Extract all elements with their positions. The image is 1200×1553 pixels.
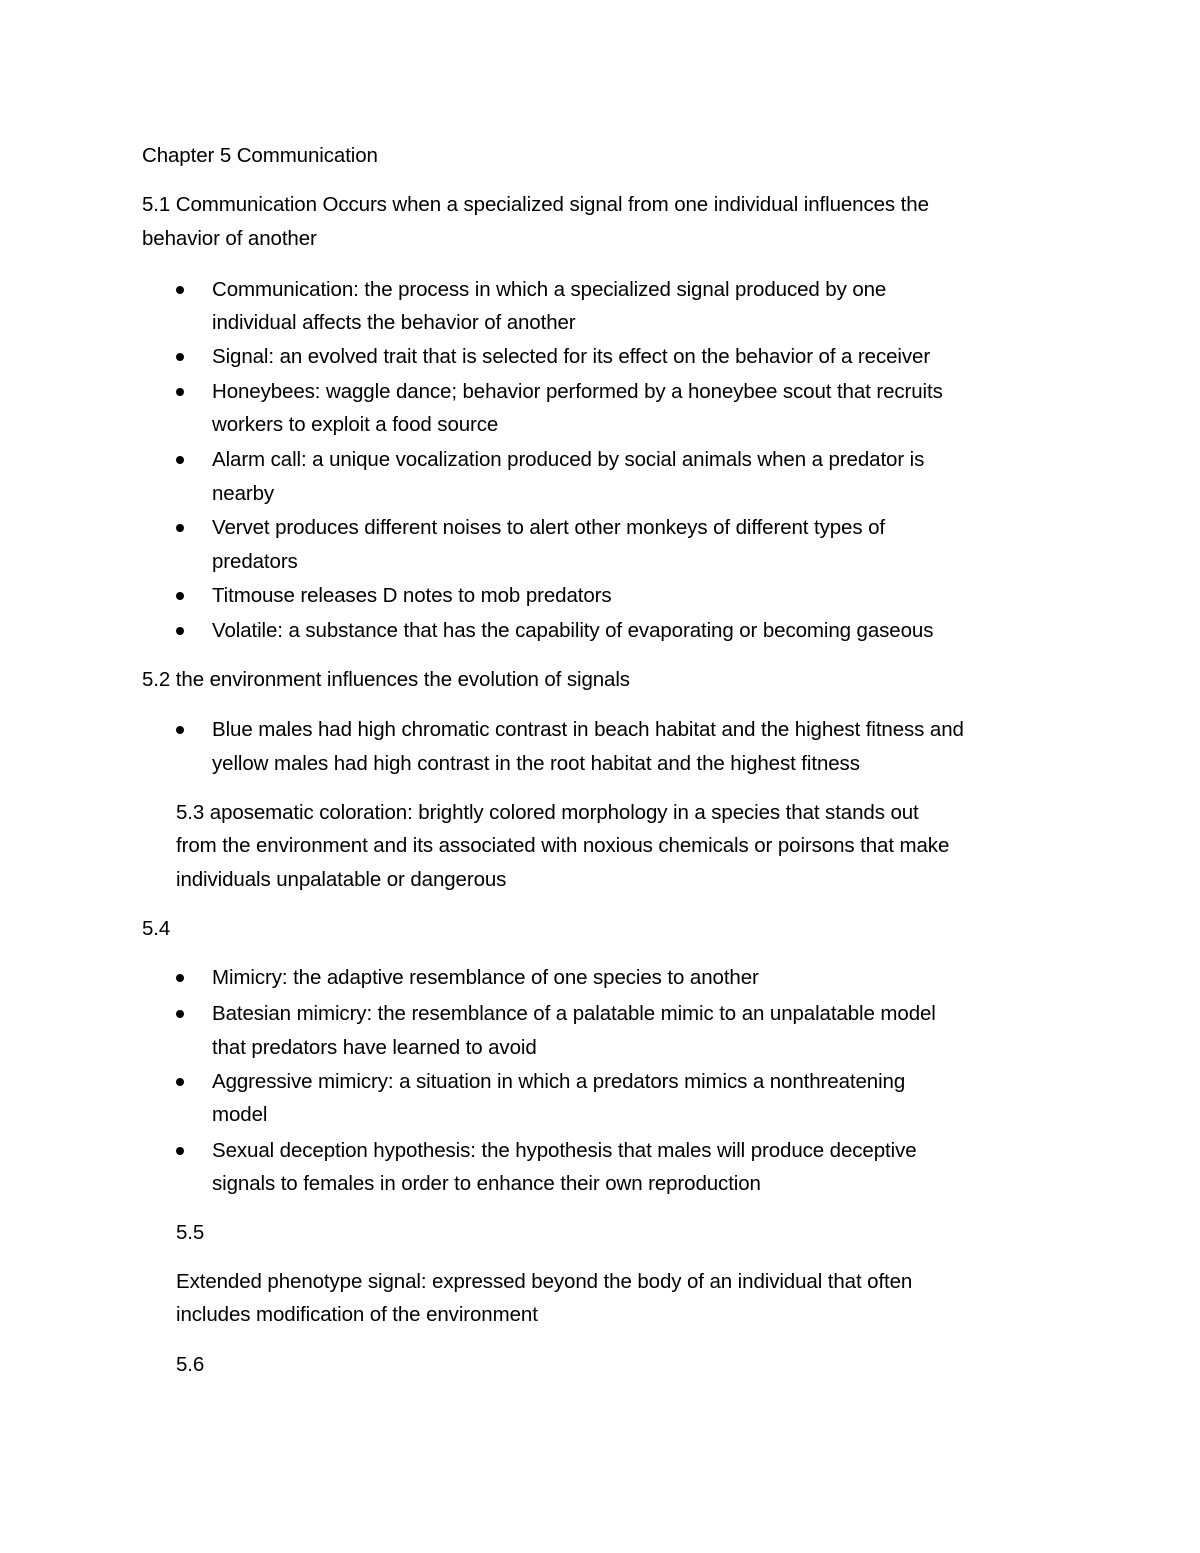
bullet-dot — [176, 592, 184, 600]
list-item-continuation: workers to exploit a food source — [212, 413, 499, 436]
list-item: Titmouse releases D notes to mob predators — [212, 584, 612, 607]
list-item: Volatile: a substance that has the capability of evaporating or becoming gaseous — [212, 619, 934, 642]
bullet-dot — [176, 627, 184, 635]
section-5-5-text-line-1: Extended phenotype signal: expressed beyond the body of an individual that often — [176, 1270, 913, 1293]
list-item: Honeybees: waggle dance; behavior performed by a honeybee scout that recruits — [212, 380, 943, 403]
section-5-1-heading-line-1: 5.1 Communication Occurs when a specialized signal from one individual influences the — [142, 193, 929, 216]
section-5-3-text-line-1: 5.3 aposematic coloration: brightly colored morphology in a species that stands out — [176, 801, 919, 824]
list-item: Aggressive mimicry: a situation in which a predators mimics a nonthreatening — [212, 1070, 906, 1093]
section-5-5-text-line-2: includes modification of the environment — [176, 1303, 538, 1326]
list-item: Blue males had high chromatic contrast in beach habitat and the highest fitness and — [212, 718, 964, 741]
list-item-continuation: that predators have learned to avoid — [212, 1036, 537, 1059]
list-item-continuation: predators — [212, 550, 298, 573]
list-item-continuation: model — [212, 1103, 268, 1126]
list-item-continuation: signals to females in order to enhance their own reproduction — [212, 1172, 761, 1195]
bullet-dot — [176, 524, 184, 532]
section-5-5-heading: 5.5 — [176, 1221, 205, 1244]
page-title: Chapter 5 Communication — [142, 144, 378, 167]
section-5-3-text-line-3: individuals unpalatable or dangerous — [176, 868, 507, 891]
bullet-dot — [176, 974, 184, 982]
section-5-6-heading: 5.6 — [176, 1353, 205, 1376]
list-item: Communication: the process in which a specialized signal produced by one — [212, 278, 887, 301]
list-item: Signal: an evolved trait that is selected for its effect on the behavior of a receiver — [212, 345, 931, 368]
section-5-2-heading: 5.2 the environment influences the evolution of signals — [142, 668, 630, 691]
list-item: Vervet produces different noises to alert other monkeys of different types of — [212, 516, 885, 539]
list-item-continuation: individual affects the behavior of another — [212, 311, 576, 334]
bullet-dot — [176, 286, 184, 294]
bullet-dot — [176, 726, 184, 734]
bullet-dot — [176, 1078, 184, 1086]
list-item: Batesian mimicry: the resemblance of a palatable mimic to an unpalatable model — [212, 1002, 936, 1025]
section-5-3-text-line-2: from the environment and its associated with noxious chemicals or poirsons that make — [176, 834, 950, 857]
list-item-continuation: nearby — [212, 482, 275, 505]
list-item: Sexual deception hypothesis: the hypothesis that males will produce deceptive — [212, 1139, 917, 1162]
section-5-4-heading: 5.4 — [142, 917, 171, 940]
bullet-dot — [176, 1147, 184, 1155]
bullet-dot — [176, 388, 184, 396]
bullet-dot — [176, 456, 184, 464]
bullet-dot — [176, 353, 184, 361]
list-item: Mimicry: the adaptive resemblance of one species to another — [212, 966, 759, 989]
bullet-dot — [176, 1010, 184, 1018]
list-item-continuation: yellow males had high contrast in the root habitat and the highest fitness — [212, 752, 860, 775]
section-5-1-heading-line-2: behavior of another — [142, 227, 317, 250]
list-item: Alarm call: a unique vocalization produced by social animals when a predator is — [212, 448, 925, 471]
